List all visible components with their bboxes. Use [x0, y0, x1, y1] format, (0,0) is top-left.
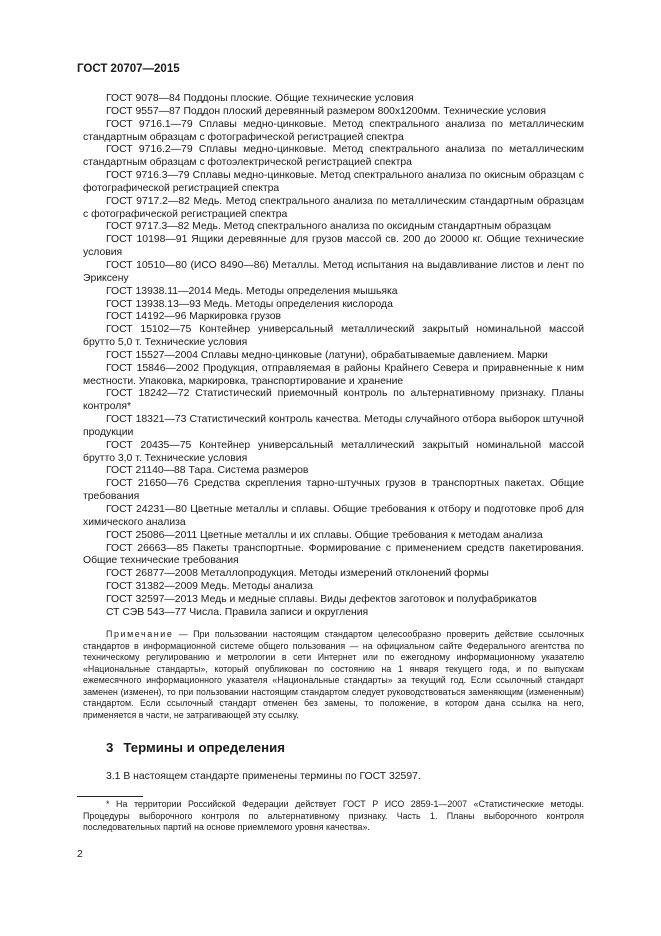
reference-item: СТ СЭВ 543—77 Числа. Правила записи и округления — [106, 606, 369, 618]
note-text: — При пользовании настоящим стандартом целесообразно проверить действие ссылочных стандартов в информационной системе общего пользования — на официальном сайте Федерального агентства по техническому регулированию и метрологии в сети Интернет или по ежегодному информационному указателю «Национальные стандарты», который опубликован по состоянию на 1 января текущего года, и по выпускам ежемесячного информационного указателя «Национальные стандарты» за текущий год. Если ссылочный стандарт заменен (изменен), то при пользовании настоящим стандартом следует руководствоваться заменяющим (измененным) стандартом. Если ссылочный стандарт отменен без замены, то положение, в котором дана ссылка на него, применяется в части, не затрагивающей эту ссылку. — [83, 629, 584, 720]
reference-item: ГОСТ 20435—75 Контейнер универсальный металлический закрытый номинальной массой брутто 3,0 т. Технические условия — [83, 439, 584, 464]
reference-item: ГОСТ 9716.1—79 Сплавы медно-цинковые. Метод спектрального анализа по металлическим стандартным образцам с фотографической регистрацией спектра — [83, 118, 584, 143]
reference-item: ГОСТ 21650—76 Средства скрепления тарно-штучных грузов в транспортных пакетах. Общие требования — [83, 478, 584, 503]
reference-item: ГОСТ 15102—75 Контейнер универсальный металлический закрытый номинальной массой брутто 5,0 т. Технические условия — [83, 324, 584, 349]
reference-item: ГОСТ 15846—2002 Продукция, отправляемая в районы Крайнего Севера и приравненные к ним местности. Упаковка, маркировка, транспортирование и хранение — [83, 362, 584, 387]
reference-item: ГОСТ 32597—2013 Медь и медные сплавы. Виды дефектов заготовок и полуфабрикатов — [106, 593, 537, 605]
clause-3-1: 3.1 В настоящем стандарте применены термины по ГОСТ 32597. — [106, 771, 421, 782]
reference-item: ГОСТ 14192—96 Маркировка грузов — [106, 311, 282, 323]
reference-item: ГОСТ 9717.2—82 Медь. Метод спектрального анализа по металлическим стандартным образцам с фотографической регистрацией спектра — [83, 195, 584, 220]
section-number: 3 — [106, 740, 114, 755]
reference-item: ГОСТ 26663—85 Пакеты транспортные. Формирование с применением средств пакетирования. Общие технические требования — [83, 542, 584, 567]
reference-item: ГОСТ 26877—2008 Металлопродукция. Методы измерений отклонений формы — [106, 568, 489, 580]
page-number: 2 — [77, 849, 83, 860]
reference-item: ГОСТ 18321—73 Статистический контроль качества. Методы случайного отбора выборок штучной продукции — [83, 414, 584, 438]
reference-item: ГОСТ 13938.13—93 Медь. Методы определения кислорода — [106, 298, 393, 310]
reference-item: ГОСТ 24231—80 Цветные металлы и сплавы. Общие требования к отбору и подготовке проб для химического анализа — [83, 504, 584, 528]
reference-item: ГОСТ 9078—84 Поддоны плоские. Общие технические условия — [106, 93, 414, 104]
reference-item: ГОСТ 25086—2011 Цветные металлы и их сплавы. Общие требования к методам анализа — [106, 529, 543, 541]
reference-item: ГОСТ 10510—80 (ИСО 8490—86) Металлы. Метод испытания на выдавливание листов и лент по Эриксену — [83, 259, 584, 284]
normative-references-list — [83, 93, 584, 620]
section-heading — [106, 740, 285, 755]
reference-item: ГОСТ 9557—87 Поддон плоский деревянный размером 800х1200мм. Технические условия — [106, 105, 546, 117]
reference-item: ГОСТ 13938.11—2014 Медь. Методы определения мышьяка — [106, 285, 398, 297]
footnote-divider — [77, 796, 143, 797]
reference-item: ГОСТ 18242—72 Статистический приемочный контроль по альтернативному признаку. Планы контроля* — [83, 388, 584, 413]
reference-item: ГОСТ 9716.3—79 Сплавы медно-цинковые. Метод спектрального анализа по окисным образцам с фотографической регистрацией спектра — [83, 170, 584, 194]
reference-item: ГОСТ 10198—91 Ящики деревянные для грузов массой св. 200 до 20000 кг. Общие технические условия — [83, 234, 584, 259]
note-label: Примечание — [106, 629, 174, 639]
reference-item: ГОСТ 21140—88 Тара. Система размеров — [106, 465, 309, 477]
document-header: ГОСТ 20707—2015 — [77, 63, 180, 75]
note-block — [83, 629, 584, 721]
reference-item: ГОСТ 9716.2—79 Сплавы медно-цинковые. Метод спектрального анализа по металлическим стандартным образцам с фотоэлектрической регистрацией спектра — [83, 144, 584, 169]
footnote: * На территории Российской Федерации действует ГОСТ Р ИСО 2859-1—2007 «Статистические методы. Процедуры выборочного контроля по альтернативному признаку. Часть 1. Планы выборочного контроля последовательных партий на основе приемлемого уровня качества». — [83, 799, 584, 833]
reference-item: ГОСТ 15527—2004 Сплавы медно-цинковые (латуни), обрабатываемые давлением. Марки — [106, 349, 548, 361]
reference-item: ГОСТ 9717.3—82 Медь. Метод спектрального анализа по оксидным стандартным образцам — [106, 221, 552, 233]
section-title: Термины и определения — [123, 740, 285, 755]
reference-item: ГОСТ 31382—2009 Медь. Методы анализа — [106, 581, 313, 593]
